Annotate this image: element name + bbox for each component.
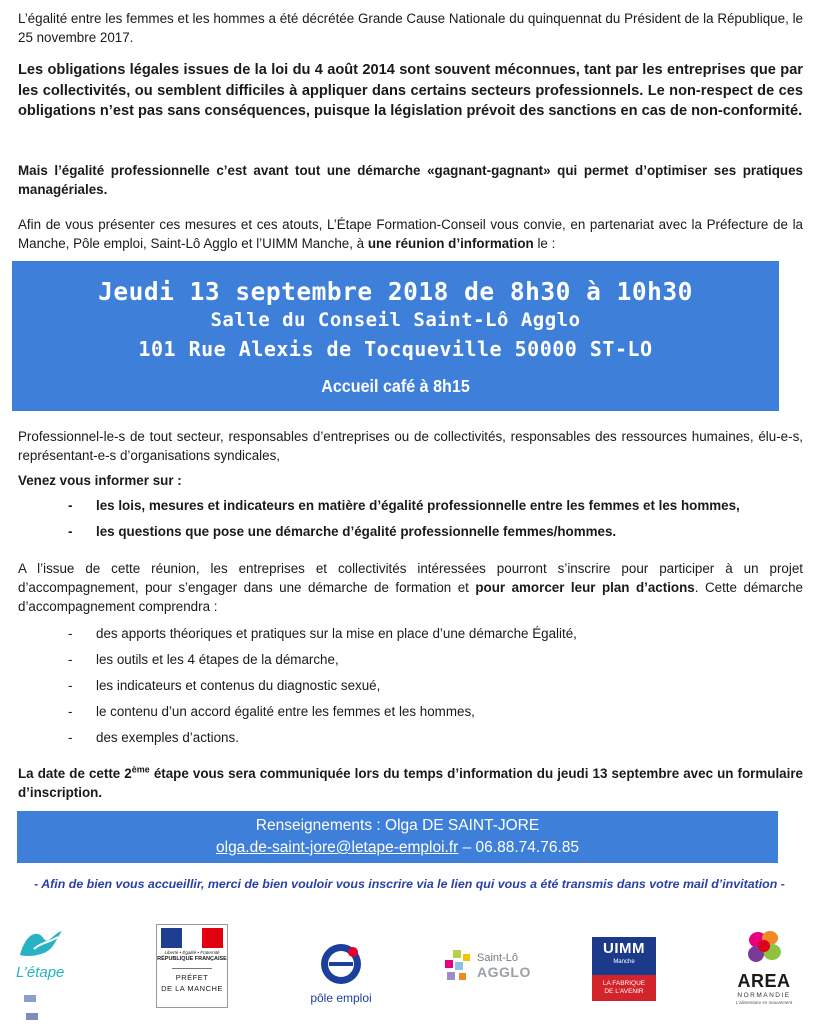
list-item: - des apports théoriques et pratiques sur la mise en place d’une démarche Égalité, [68,624,803,643]
prefet-line-1: PRÉFET [175,973,209,982]
intro-paragraph-4 [18,215,803,253]
contact-phone: – 06.88.74.76.85 [458,839,579,856]
area-normandie-logo [724,928,804,1012]
issue-start: A l’issue de cette réunion, les entreprises et collectivités intéressées pourront s’inscrire pour participer à un projet d’accompagnement, pour s’engager dans une démarche de formation et [18,561,803,595]
contact-box [17,811,778,863]
letape-small-icons [24,989,54,997]
registration-notice: - Afin de bien vous accueillir, merci de bien vouloir vous inscrire via le lien qui vous a été transmis dans votre mail d’invitation - [34,877,785,891]
marianne-flag-icon [161,928,223,948]
uimm-logo [592,937,656,1007]
saint-lo-agglo: AGGLO [477,964,531,980]
venez-title: Venez vous informer sur : [18,473,182,488]
uimm-tagline [592,975,656,1001]
list-item: - des exemples d’actions. [68,728,803,747]
letape-wave-icon [14,925,74,961]
pole-emploi-logo [302,942,380,1008]
uimm-tagline-2: DE L’AVENIR [604,988,644,995]
issue-bold: pour amorcer leur plan d’actions [475,580,695,595]
event-date: Jeudi 13 septembre 2018 de 8h30 à 10h30 [98,277,693,306]
contact-email-link[interactable]: olga.de-saint-jore@letape-emploi.fr [216,839,459,856]
uimm-tagline-1: LA FABRIQUE [602,980,646,987]
event-address: 101 Rue Alexis de Tocqueville 50000 ST-LO [138,337,653,361]
accompaniment-list [68,624,803,754]
event-box [12,261,779,411]
saint-lo-agglo-logo [443,948,529,998]
intro-p4-end: le : [533,236,556,251]
prefet-line-2: DE LA MANCHE [161,984,223,993]
list-item: - les outils et les 4 étapes de la démarche, [68,650,803,669]
date-note-start: La date de cette 2 [18,766,132,781]
uimm-block [592,937,656,975]
venez-list [68,496,803,548]
intro-paragraph-2: Les obligations légales issues de la loi du 4 août 2014 sont souvent méconnues, tant par les entreprises que par les collectivités, ou semblent difficiles à appliquer dans certains secteurs professionnels. Le non-respect de ces obligations n’est pas sans conséquences, puisque la législation prévoit des sanctions en cas de non-conformité. [18,62,803,119]
list-item: - les lois, mesures et indicateurs en matière d’égalité professionnelle entre les femmes et les hommes, [68,496,803,515]
rf-name: RÉPUBLIQUE FRANÇAISE [157,956,227,962]
area-flower-icon [742,928,786,968]
saint-lo-name: Saint-Lô [477,952,518,964]
issue-end: . Cette démarche d’accompagnement comprendra : [18,580,803,614]
pole-emploi-name: pôle emploi [310,991,372,1005]
date-note-end: étape vous sera communiquée lors du temps d’information du jeudi 13 septembre avec un formulaire d’inscription. [18,766,803,800]
saint-lo-squares-icon [443,948,473,984]
list-item: - les indicateurs et contenus du diagnostic sexué, [68,676,803,695]
intro-p4-start: Afin de vous présenter ces mesures et ces atouts, L’Étape Formation-Conseil vous convie, en partenariat avec la Préfecture de la Manche, Pôle emploi, Saint-Lô Agglo et l’UIMM Manche, à [18,217,803,251]
letape-logo [14,925,74,1005]
intro-paragraph-3: Mais l’égalité professionnelle c’est avant tout une démarche «gagnant-gagnant» qui permet d’optimiser ses pratiques managériales. [18,163,803,197]
partner-logos [0,920,819,1020]
area-name: AREA [737,971,791,991]
uimm-name: UIMM [603,940,645,957]
audience-paragraph: Professionnel-le-s de tout secteur, responsables d’entreprises ou de collectivités, responsables des ressources humaines, élu-e-s, représentant-e-s d’organisations syndicales, [18,429,803,463]
intro-paragraph-1: L’égalité entre les femmes et les hommes a été décrétée Grande Cause Nationale du quinquennat du Président de la République, le 25 novembre 2017. [18,11,803,45]
pole-emploi-e-icon [319,942,363,986]
contact-line [17,837,778,859]
list-item: - les questions que pose une démarche d’égalité professionnelle femmes/hommes. [68,522,803,541]
uimm-region: Manche [613,959,635,965]
date-note [18,764,803,802]
prefet-logo [156,924,228,1008]
area-region: NORMANDIE [737,992,791,999]
event-welcome: Accueil café à 8h15 [321,376,470,396]
area-tagline: L’alimentaire en mouvement [735,1000,793,1005]
date-note-sup: ème [131,764,150,775]
letape-name: L’étape [16,964,65,981]
contact-label: Renseignements : Olga DE SAINT-JORE [255,817,540,834]
intro-p4-bold: une réunion d’information [367,236,534,251]
list-item: - le contenu d’un accord égalité entre les femmes et les hommes, [68,702,803,721]
event-venue: Salle du Conseil Saint-Lô Agglo [210,309,581,331]
issue-paragraph [18,559,803,616]
rf-motto: Liberté • Égalité • Fraternité [164,950,220,955]
